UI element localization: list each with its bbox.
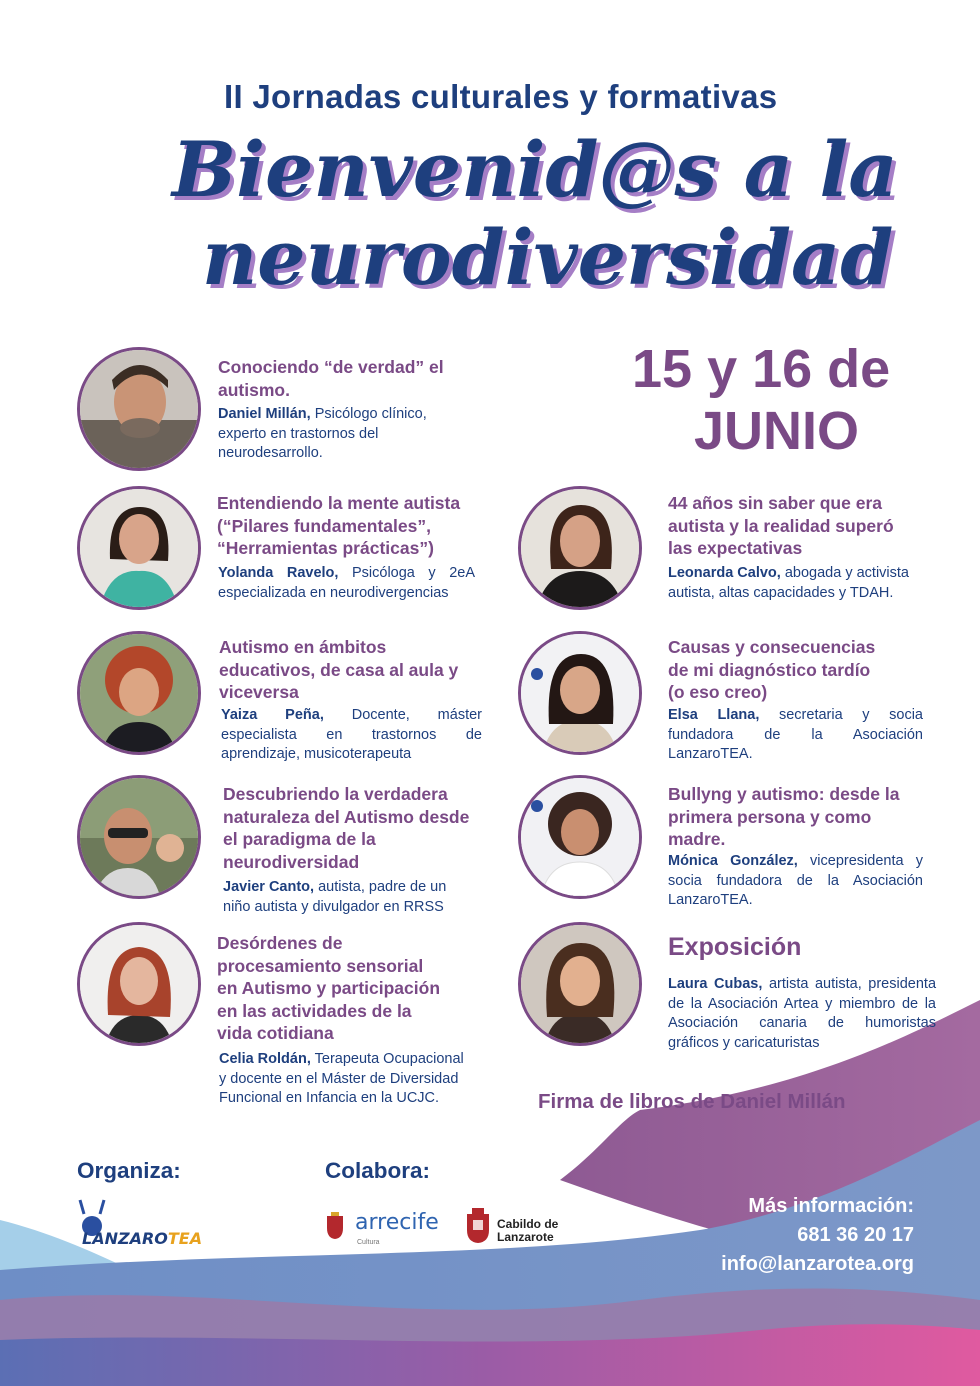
talk-title-elsa: Causas y consecuencias de mi diagnóstico tardío (o eso creo) bbox=[668, 637, 876, 702]
colabora-label: Colabora: bbox=[325, 1158, 431, 1183]
arrecife-tagline: Cultura bbox=[357, 1239, 380, 1246]
speaker-info-elsa bbox=[668, 706, 923, 765]
speaker-info-monica bbox=[668, 852, 923, 911]
speaker-role: secretaria y socia fundadora de la Asociación LanzaroTEA. bbox=[668, 707, 923, 762]
speaker-name: Leonarda Calvo, bbox=[668, 565, 781, 581]
coat-of-arms-icon bbox=[325, 1212, 345, 1240]
speaker-photo-yaiza bbox=[77, 631, 201, 755]
person-photo-icon bbox=[521, 778, 639, 896]
cabildo-coat-of-arms-icon bbox=[465, 1208, 491, 1244]
book-signing: Firma de libros de Daniel Millán bbox=[538, 1090, 846, 1113]
lanzarotea-logo bbox=[74, 1198, 214, 1250]
contact-phone: 681 36 20 17 bbox=[797, 1224, 914, 1246]
speaker-photo-elsa bbox=[518, 631, 642, 755]
talk-title-celia: Desórdenes de procesamiento sensorial en Autismo y participación en las actividades de la vida cotidiana bbox=[217, 933, 441, 1043]
speaker-info-daniel bbox=[218, 405, 468, 464]
speaker-name: Elsa Llana, bbox=[668, 707, 760, 723]
person-photo-icon bbox=[80, 350, 198, 468]
contact-info bbox=[721, 1192, 914, 1279]
event-subtitle: II Jornadas culturales y formativas bbox=[224, 78, 778, 115]
person-photo-icon bbox=[80, 778, 198, 896]
cabildo-text: Cabildo de Lanzarote bbox=[497, 1217, 559, 1244]
person-photo-icon bbox=[80, 925, 198, 1043]
speaker-name: Yolanda Ravelo, bbox=[218, 565, 339, 581]
speaker-photo-javier bbox=[77, 775, 201, 899]
speaker-info-leonarda bbox=[668, 564, 930, 603]
speaker-role: vicepresidenta y socia fundadora de la Asociación LanzaroTEA. bbox=[668, 853, 923, 908]
speaker-name: Celia Roldán, bbox=[219, 1051, 311, 1067]
speaker-name: Javier Canto, bbox=[223, 879, 315, 895]
person-photo-icon bbox=[521, 489, 639, 607]
person-photo-icon bbox=[521, 925, 639, 1043]
lanzarotea-tea-text: TEA bbox=[167, 1229, 203, 1248]
talk-title-monica: Bullyng y autismo: desde la primera persona y como madre. bbox=[668, 784, 900, 849]
speaker-name: Mónica González, bbox=[668, 853, 798, 869]
event-date-days: 15 y 16 de bbox=[632, 339, 891, 399]
contact-heading: Más información: bbox=[748, 1195, 914, 1217]
speaker-photo-celia bbox=[77, 922, 201, 1046]
event-title-line-1: Bienvenid@s a la bbox=[172, 125, 898, 214]
artist-photo-laura bbox=[518, 922, 642, 1046]
speaker-role: autista, padre de un niño autista y divulgador en RRSS bbox=[223, 879, 447, 915]
event-title-line-2: neurodiversidad bbox=[202, 213, 894, 302]
speaker-info-yolanda bbox=[218, 564, 475, 603]
speaker-info-javier bbox=[223, 878, 468, 917]
speaker-role: Psicólogo clínico, experto en trastornos del neurodesarrollo. bbox=[218, 406, 427, 461]
talk-title-javier: Descubriendo la verdadera naturaleza del Autismo desde el paradigma de la neurodiversidad bbox=[223, 784, 470, 872]
artist-role: artista autista, presidenta de la Asociación Artea y miembro de la Asociación canaria de humoristas gráficos y caricaturistas bbox=[668, 976, 937, 1051]
arrecife-logo bbox=[325, 1210, 450, 1250]
speaker-photo-yolanda bbox=[77, 486, 201, 610]
speaker-name: Yaiza Peña, bbox=[221, 707, 324, 723]
exposition-info bbox=[668, 975, 936, 1053]
talk-title-yolanda: Entendiendo la mente autista (“Pilares fundamentales”, “Herramientas prácticas”) bbox=[217, 493, 461, 558]
contact-email: info@lanzarotea.org bbox=[721, 1253, 914, 1275]
speaker-photo-leonarda bbox=[518, 486, 642, 610]
exposition-heading: Exposición bbox=[668, 933, 802, 961]
talk-title-daniel: Conociendo “de verdad” el autismo. bbox=[218, 357, 444, 400]
arrecife-text: arrecife bbox=[355, 1210, 439, 1235]
event-date-month: JUNIO bbox=[694, 401, 860, 461]
person-photo-icon bbox=[80, 489, 198, 607]
speaker-role: Docente, máster especialista en trastornos de aprendizaje, musicoterapeuta bbox=[221, 707, 482, 762]
speaker-info-celia bbox=[219, 1050, 469, 1109]
artist-name: Laura Cubas, bbox=[668, 976, 763, 992]
lanzarotea-text: LANZARO bbox=[82, 1229, 168, 1248]
speaker-role: Terapeuta Ocupacional y docente en el Máster de Diversidad Funcional en Infancia en la UCJC. bbox=[219, 1051, 464, 1106]
person-photo-icon bbox=[80, 634, 198, 752]
speaker-role: abogada y activista autista, altas capacidades y TDAH. bbox=[668, 565, 909, 601]
speaker-name: Daniel Millán, bbox=[218, 406, 311, 422]
cabildo-logo bbox=[465, 1208, 575, 1248]
organiza-label: Organiza: bbox=[77, 1158, 181, 1183]
talk-title-yaiza: Autismo en ámbitos educativos, de casa al aula y viceversa bbox=[219, 637, 459, 702]
speaker-photo-monica bbox=[518, 775, 642, 899]
speaker-photo-daniel bbox=[77, 347, 201, 471]
speaker-info-yaiza bbox=[221, 706, 482, 765]
person-photo-icon bbox=[521, 634, 639, 752]
talk-title-leonarda: 44 años sin saber que era autista y la realidad superó las expectativas bbox=[668, 493, 894, 558]
speaker-role: Psicóloga y 2eA especializada en neurodivergencias bbox=[218, 565, 476, 601]
